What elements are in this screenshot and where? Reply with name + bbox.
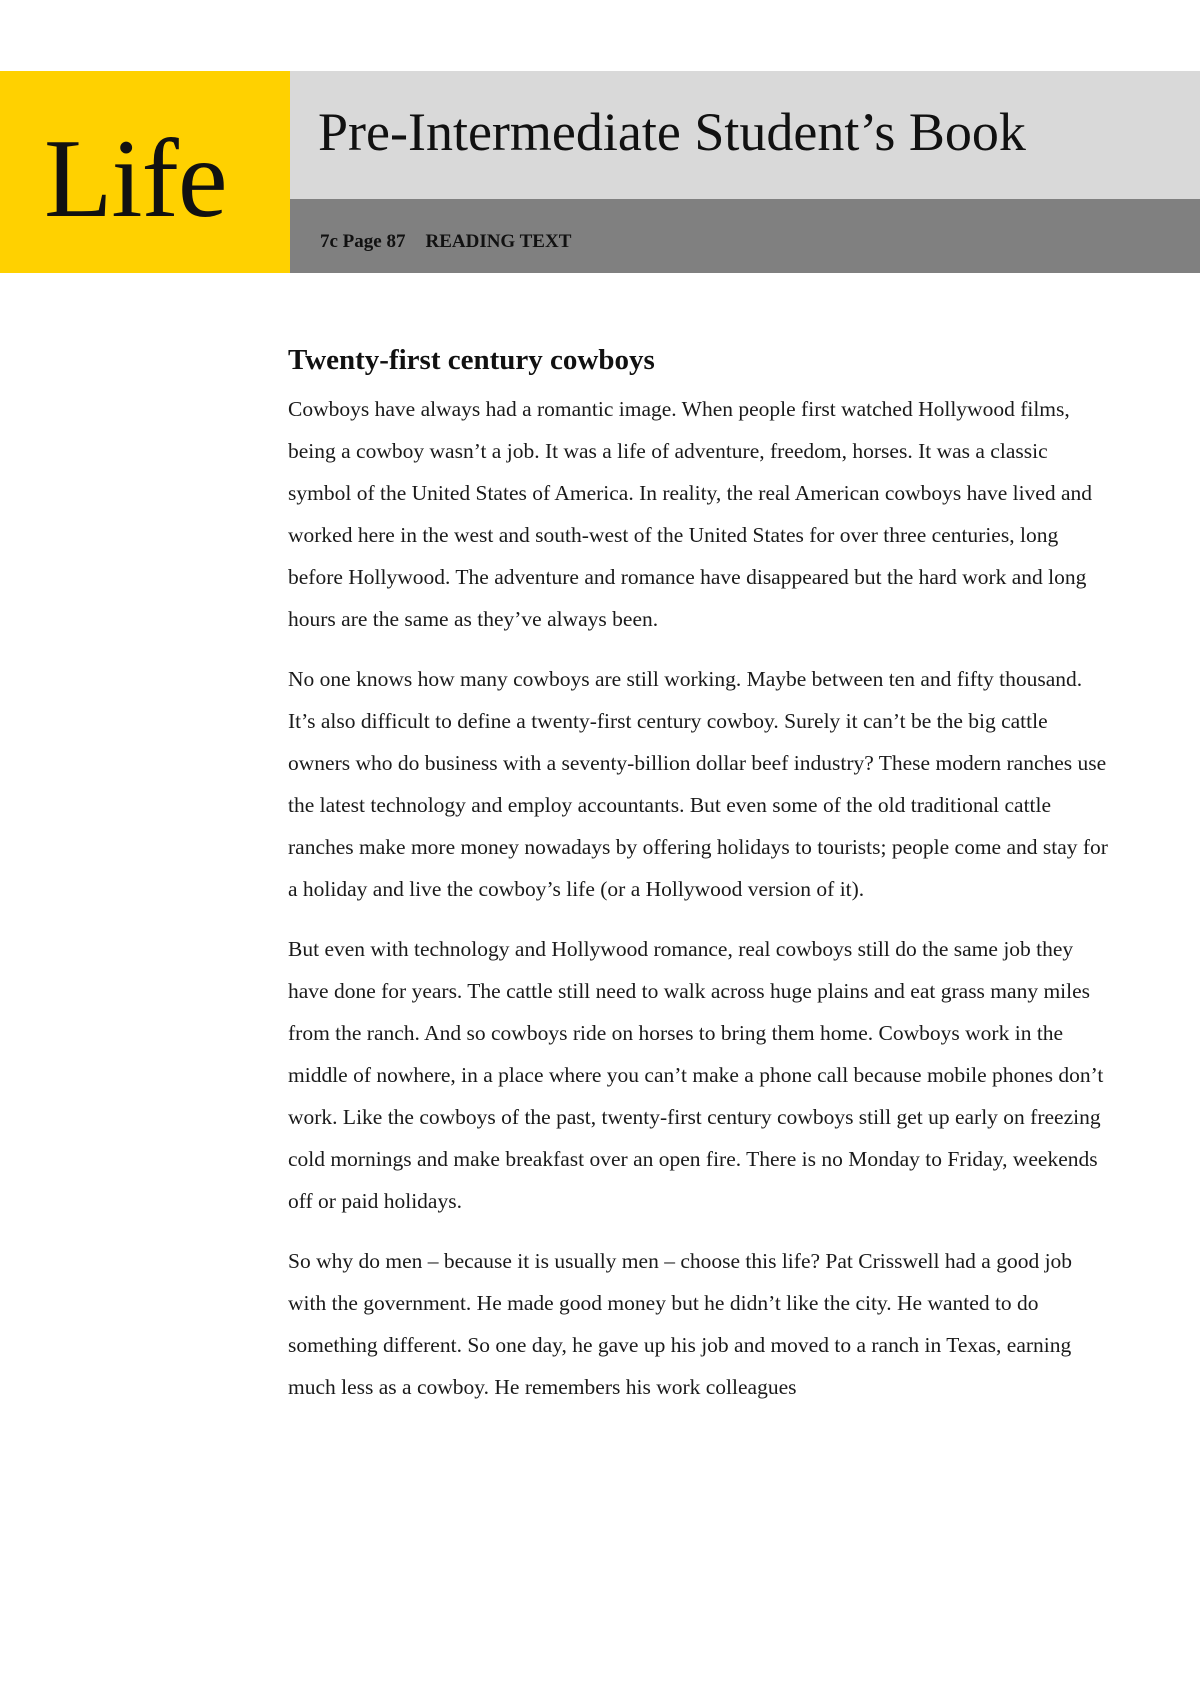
article-paragraph: No one knows how many cowboys are still working. Maybe between ten and fifty thousand. It’s also difficult to define a twenty-first century cowboy. Surely it can’t be the big cattle owners who do business with a seventy-billion dollar beef industry? These modern ranches use the latest technology and employ accountants. But even some of the old traditional cattle ranches make more money nowadays by offering holidays to tourists; people come and stay for a holiday and live the cowboy’s life (or a Hollywood version of it).: [288, 667, 1108, 901]
book-title: Pre-Intermediate Student’s Book: [318, 102, 1026, 162]
article-title: Twenty-first century cowboys: [288, 344, 655, 376]
section-label: READING TEXT: [425, 231, 572, 252]
article: [288, 340, 1108, 1426]
life-logo: Life: [44, 117, 227, 241]
article-paragraph: But even with technology and Hollywood romance, real cowboys still do the same job they have done for years. The cattle still need to walk across huge plains and eat grass many miles from the ranch. And so cowboys ride on horses to bring them home. Cowboys work in the middle of nowhere, in a place where you can’t make a phone call because mobile phones don’t work. Like the cowboys of the past, twenty-first century cowboys still get up early on freezing cold mornings and make breakfast over an open fire. There is no Monday to Friday, weekends off or paid holidays.: [288, 937, 1104, 1213]
logo-block: [0, 71, 290, 273]
page-header: [0, 71, 1200, 273]
section-info: [320, 232, 571, 251]
title-band: [290, 71, 1200, 199]
page-reference: 7c Page 87: [320, 231, 406, 252]
article-paragraph: Cowboys have always had a romantic image. When people first watched Hollywood films, being a cowboy wasn’t a job. It was a life of adventure, freedom, horses. It was a classic symbol of the United States of America. In reality, the real American cowboys have lived and worked here in the west and south-west of the United States for over three centuries, long before Hollywood. The adventure and romance have disappeared but the hard work and long hours are the same as they’ve always been.: [288, 397, 1093, 631]
article-paragraph: So why do men – because it is usually men – choose this life? Pat Crisswell had a good job with the government. He made good money but he didn’t like the city. He wanted to do something different. So one day, he gave up his job and moved to a ranch in Texas, earning much less as a cowboy. He remembers his work colleagues: [288, 1249, 1073, 1399]
sub-band: [290, 199, 1200, 273]
